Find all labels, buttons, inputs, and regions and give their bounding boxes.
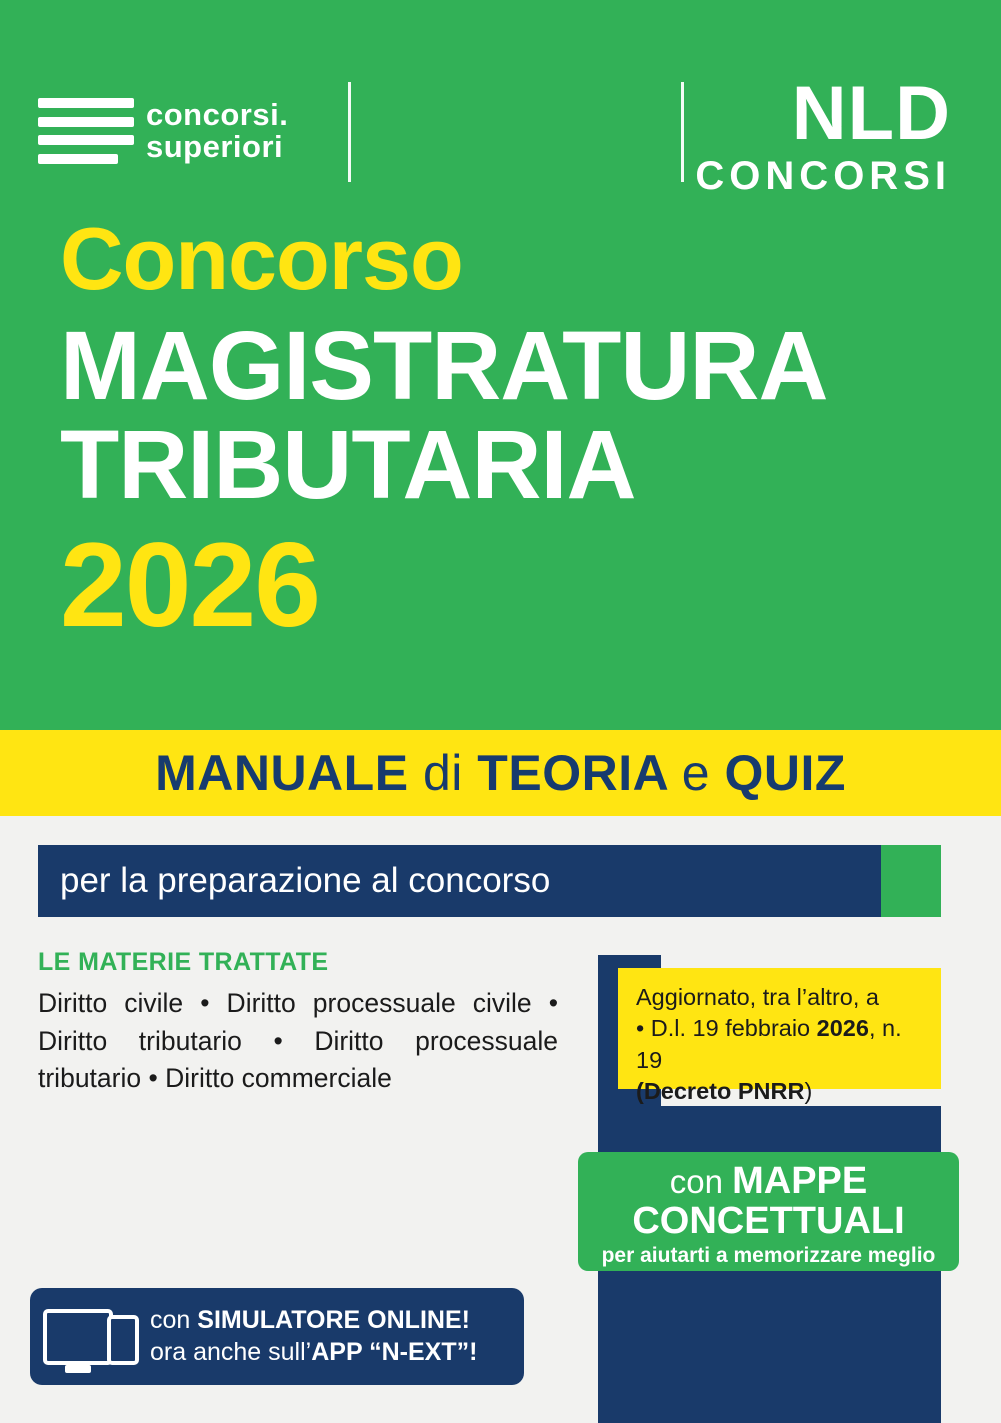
band-part-1: MANUALE <box>155 745 409 801</box>
simulator-line-1-pre: con <box>150 1306 198 1335</box>
subjects-heading: LE MATERIE TRATTATE <box>38 948 329 976</box>
update-callout-box <box>618 968 941 1105</box>
monitor-icon <box>43 1309 113 1365</box>
brand-divider-left <box>348 82 351 182</box>
concorsi-superiori-logo <box>38 98 288 164</box>
simulator-line-1-bold: SIMULATORE ONLINE! <box>197 1306 470 1335</box>
title-kicker: Concorso <box>60 209 463 308</box>
subtitle-bar-accent <box>881 845 941 917</box>
update-line-2-pre: • D.l. 19 febbraio <box>636 1015 817 1042</box>
cover-title-block <box>60 209 960 652</box>
maps-line-2: CONCETTUALI <box>632 1199 905 1242</box>
title-year: 2026 <box>60 517 319 652</box>
concorsi-superiori-wordmark <box>146 99 288 162</box>
band-part-3: TEORIA <box>477 745 668 801</box>
simulator-line-2-bold: APP “N-EXT”! <box>311 1337 478 1366</box>
update-line-3-post: ) <box>804 1078 813 1105</box>
concorsi-superiori-line2: superiori <box>146 129 284 164</box>
simulator-text <box>146 1305 477 1368</box>
update-line-3-bold: (Decreto PNRR <box>636 1078 805 1105</box>
smartphone-icon <box>107 1315 139 1365</box>
update-line-2 <box>636 1013 923 1076</box>
concept-maps-box <box>578 1152 959 1271</box>
update-line-2-post: , n. 19 <box>636 1015 902 1073</box>
maps-line-3: per aiutarti a memorizzare meglio <box>601 1243 936 1267</box>
update-line-3 <box>636 1076 923 1107</box>
nld-subtitle: CONCORSI <box>695 154 951 198</box>
band-part-2: di <box>422 745 463 801</box>
update-line-2-bold: 2026 <box>816 1015 869 1042</box>
simulator-line-2-pre: ora anche sull’ <box>150 1337 312 1366</box>
publisher-brand-row <box>0 40 1001 198</box>
maps-line-1-strong: MAPPE <box>732 1160 868 1202</box>
title-line-1: MAGISTRATURA <box>60 311 828 420</box>
online-simulator-box <box>30 1288 524 1385</box>
concorsi-superiori-line1: concorsi. <box>146 97 289 133</box>
maps-line-1-pre: con <box>669 1163 733 1200</box>
subjects-section <box>38 948 558 1098</box>
update-line-1: Aggiornato, tra l’altro, a <box>636 984 879 1010</box>
manual-type-band <box>0 730 1001 816</box>
subjects-list: Diritto civile • Diritto processuale civile • Diritto tributario • Diritto processuale tributario • Diritto commerciale <box>38 988 558 1094</box>
band-part-5: QUIZ <box>724 745 846 801</box>
title-line-2: TRIBUTARIA <box>60 409 636 519</box>
band-part-4: e <box>681 745 711 801</box>
devices-icon-group <box>30 1309 146 1365</box>
subtitle-bar <box>38 845 941 917</box>
nld-mark: NLD <box>791 71 951 156</box>
book-stack-icon <box>38 98 134 164</box>
simulator-line-2 <box>150 1337 477 1368</box>
simulator-line-1 <box>150 1305 477 1336</box>
nld-logo <box>695 71 951 198</box>
brand-divider-right <box>681 82 684 182</box>
manual-type-text <box>155 744 846 802</box>
subtitle-text: per la preparazione al concorso <box>60 861 551 900</box>
maps-line-1 <box>578 1162 959 1202</box>
